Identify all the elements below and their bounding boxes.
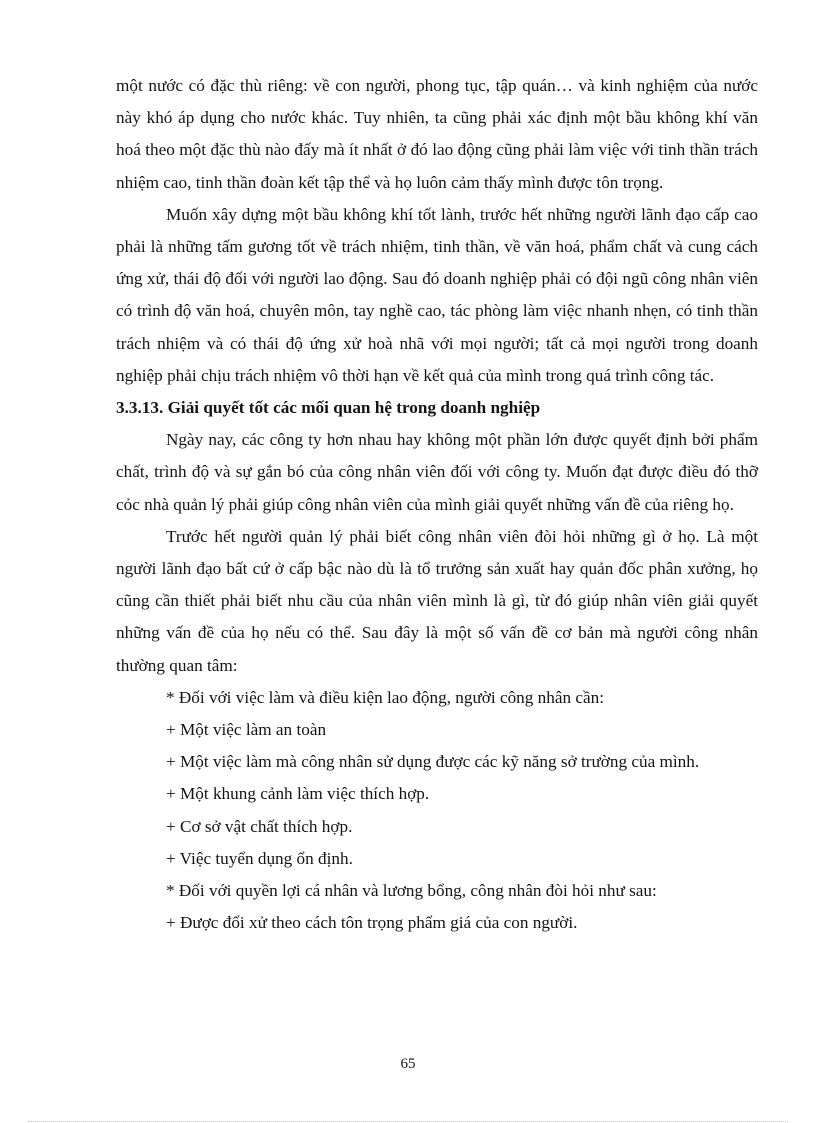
paragraph-company-competition: Ngày nay, các công ty hơn nhau hay không một phần lớn được quyết định bởi phẩm chất, trình độ và sự gắn bó của công nhân viên đối với công ty. Muốn đạt được điều đó thỡ cỏc nhà quản lý phải giúp công nhân viên của mình giải quyết những vấn đề của riêng họ. [116, 430, 758, 514]
list-item: + Việc tuyển dụng ổn định. [166, 848, 353, 868]
list-item: + Một khung cảnh làm việc thích hợp. [166, 784, 430, 804]
section-heading: 3.3.13. Giải quyết tốt các mối quan hệ trong doanh nghiệp [116, 398, 541, 418]
page-number: 65 [400, 1056, 416, 1072]
paragraph-good-atmosphere: Muốn xây dựng một bầu không khí tốt lành, trước hết những người lãnh đạo cấp cao phải là những tấm gương tốt về trách nhiệm, tinh thần, về văn hoá, phẩm chất và cung cách ứng xử, thái độ đối với người lao động. Sau đó doanh nghiệp phải có đội ngũ công nhân viên có trình độ văn hoá, chuyên môn, tay nghề cao, tác phòng làm việc nhanh nhẹn, có tinh thần trách nhiệm và có thái độ ứng xử hoà nhã với mọi người; tất cả mọi người trong doanh nghiệp phải chịu trách nhiệm vô thời hạn về kết quả của mình trong quá trình công tác. [116, 204, 758, 385]
paragraph-culture-continued: một nước có đặc thù riêng: về con người, phong tục, tập quán… và kinh nghiệm của nước này khó áp dụng cho nước khác. Tuy nhiên, ta cũng phải xác định một bầu không khí văn hoá theo một đặc thù nào đấy mà ít nhất ở đó lao động cũng phải làm việc với tinh thần trách nhiệm cao, tinh thần đoàn kết tập thể và họ luôn cảm thấy mình được tôn trọng. [116, 76, 758, 192]
list-item: + Một việc làm an toàn [166, 720, 327, 740]
page-bottom-border [28, 1121, 788, 1122]
list-item: * Đối với việc làm và điều kiện lao động, người công nhân cần: [166, 687, 604, 707]
list-item: + Được đối xử theo cách tôn trọng phẩm giá của con người. [166, 913, 578, 933]
list-item: + Cơ sở vật chất thích hợp. [166, 816, 353, 836]
paragraph-manager-needs: Trước hết người quản lý phải biết công nhân viên đòi hỏi những gì ở họ. Là một người lãnh đạo bất cứ ở cấp bậc nào dù là tổ trưởng sản xuất hay quản đốc phân xưởng, họ cũng cần thiết phải biết nhu cầu của nhân viên mình là gì, từ đó giúp nhân viên giải quyết những vấn đề của họ nếu có thể. Sau đây là một số vấn đề cơ bản mà người công nhân thường quan tâm: [116, 526, 758, 675]
list-item: + Một việc làm mà công nhân sử dụng được các kỹ năng sở trường của mình. [166, 752, 700, 772]
list-item: * Đối với quyền lợi cá nhân và lương bổng, công nhân đòi hỏi như sau: [166, 881, 657, 901]
document-body [116, 70, 758, 939]
